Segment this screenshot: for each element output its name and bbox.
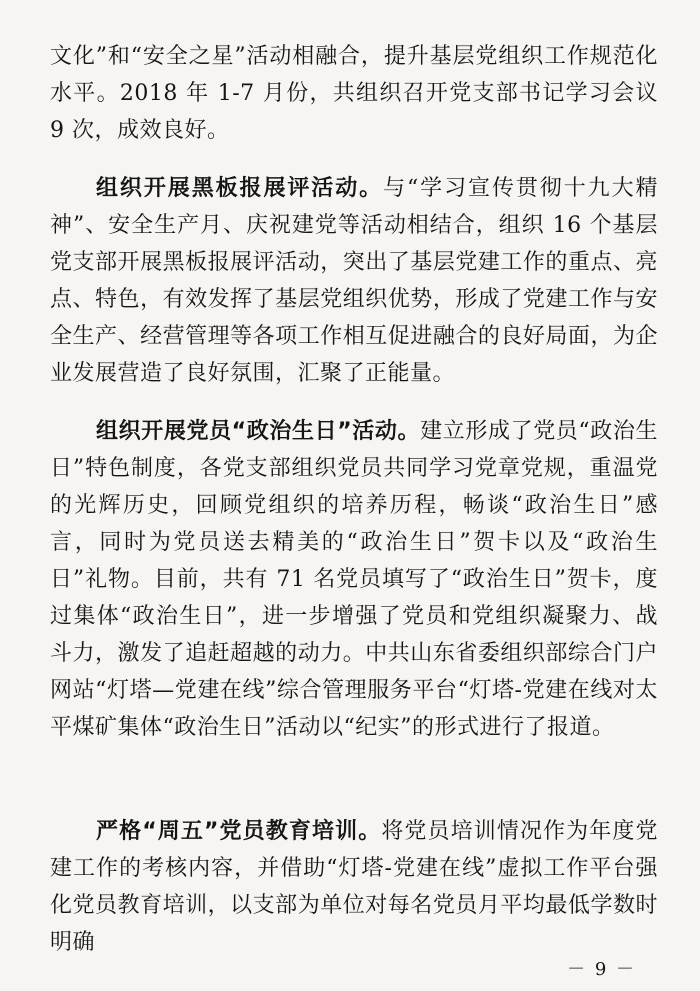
paragraph-text <box>50 413 658 746</box>
paragraph-body: 将党员培训情况作为年度党建工作的考核内容，并借助“灯塔-党建在线”虚拟工作平台强化党员教育培训，以支部为单位对每名党员月平均最低学数时明确 <box>50 819 658 955</box>
paragraph-body: 与“学习宣传贯彻十九大精神”、安全生产月、庆祝建党等活动相结合，组织 16 个基层党支部开展黑板报展评活动，突出了基层党建工作的重点、亮点、特色，有效发挥了基层党组织优势，形成了党建工作与安全生产、经营管理等各项工作相互促进融合的良好局面，为企业发展营造了良好氛围，汇聚了正能量。 <box>50 176 658 386</box>
paragraph-blackboard <box>50 170 658 392</box>
paragraph-body: 文化”和“安全之星”活动相融合，提升基层党组织工作规范化水平。2018 年 1-7 月份，共组织召开党支部书记学习会议 9 次，成效良好。 <box>50 44 658 143</box>
page-number: － 9 － <box>567 959 636 980</box>
paragraph-heading: 严格“周五”党员教育培训。 <box>96 819 382 844</box>
paragraph-body: 建立形成了党员“政治生日”特色制度，各党支部组织党员共同学习党章党规，重温党的光辉历史，回顾党组织的培养历程，畅谈“政治生日”感言，同时为党员送去精美的“政治生日”贺卡以及“政治生日”礼物。目前，共有 71 名党员填写了“政治生日”贺卡，度过集体“政治生日”，进一步增强了党员和党组织凝聚力、战斗力，激发了追赶超越的动力。中共山东省委组织部综合门户网站“灯塔—党建在线”综合管理服务平台“灯塔-党建在线对太平煤矿集体“政治生日”活动以“纪实”的形式进行了报道。 <box>50 419 659 740</box>
paragraph-friday-training <box>50 813 658 961</box>
paragraph-continuation <box>50 38 658 149</box>
paragraph-heading: 组织开展黑板报展评活动。 <box>96 176 384 201</box>
paragraph-political-birthday <box>50 413 658 746</box>
paragraph-text <box>50 170 658 392</box>
paragraph-text <box>50 813 658 961</box>
paragraph-heading: 组织开展党员“政治生日”活动。 <box>96 419 421 444</box>
